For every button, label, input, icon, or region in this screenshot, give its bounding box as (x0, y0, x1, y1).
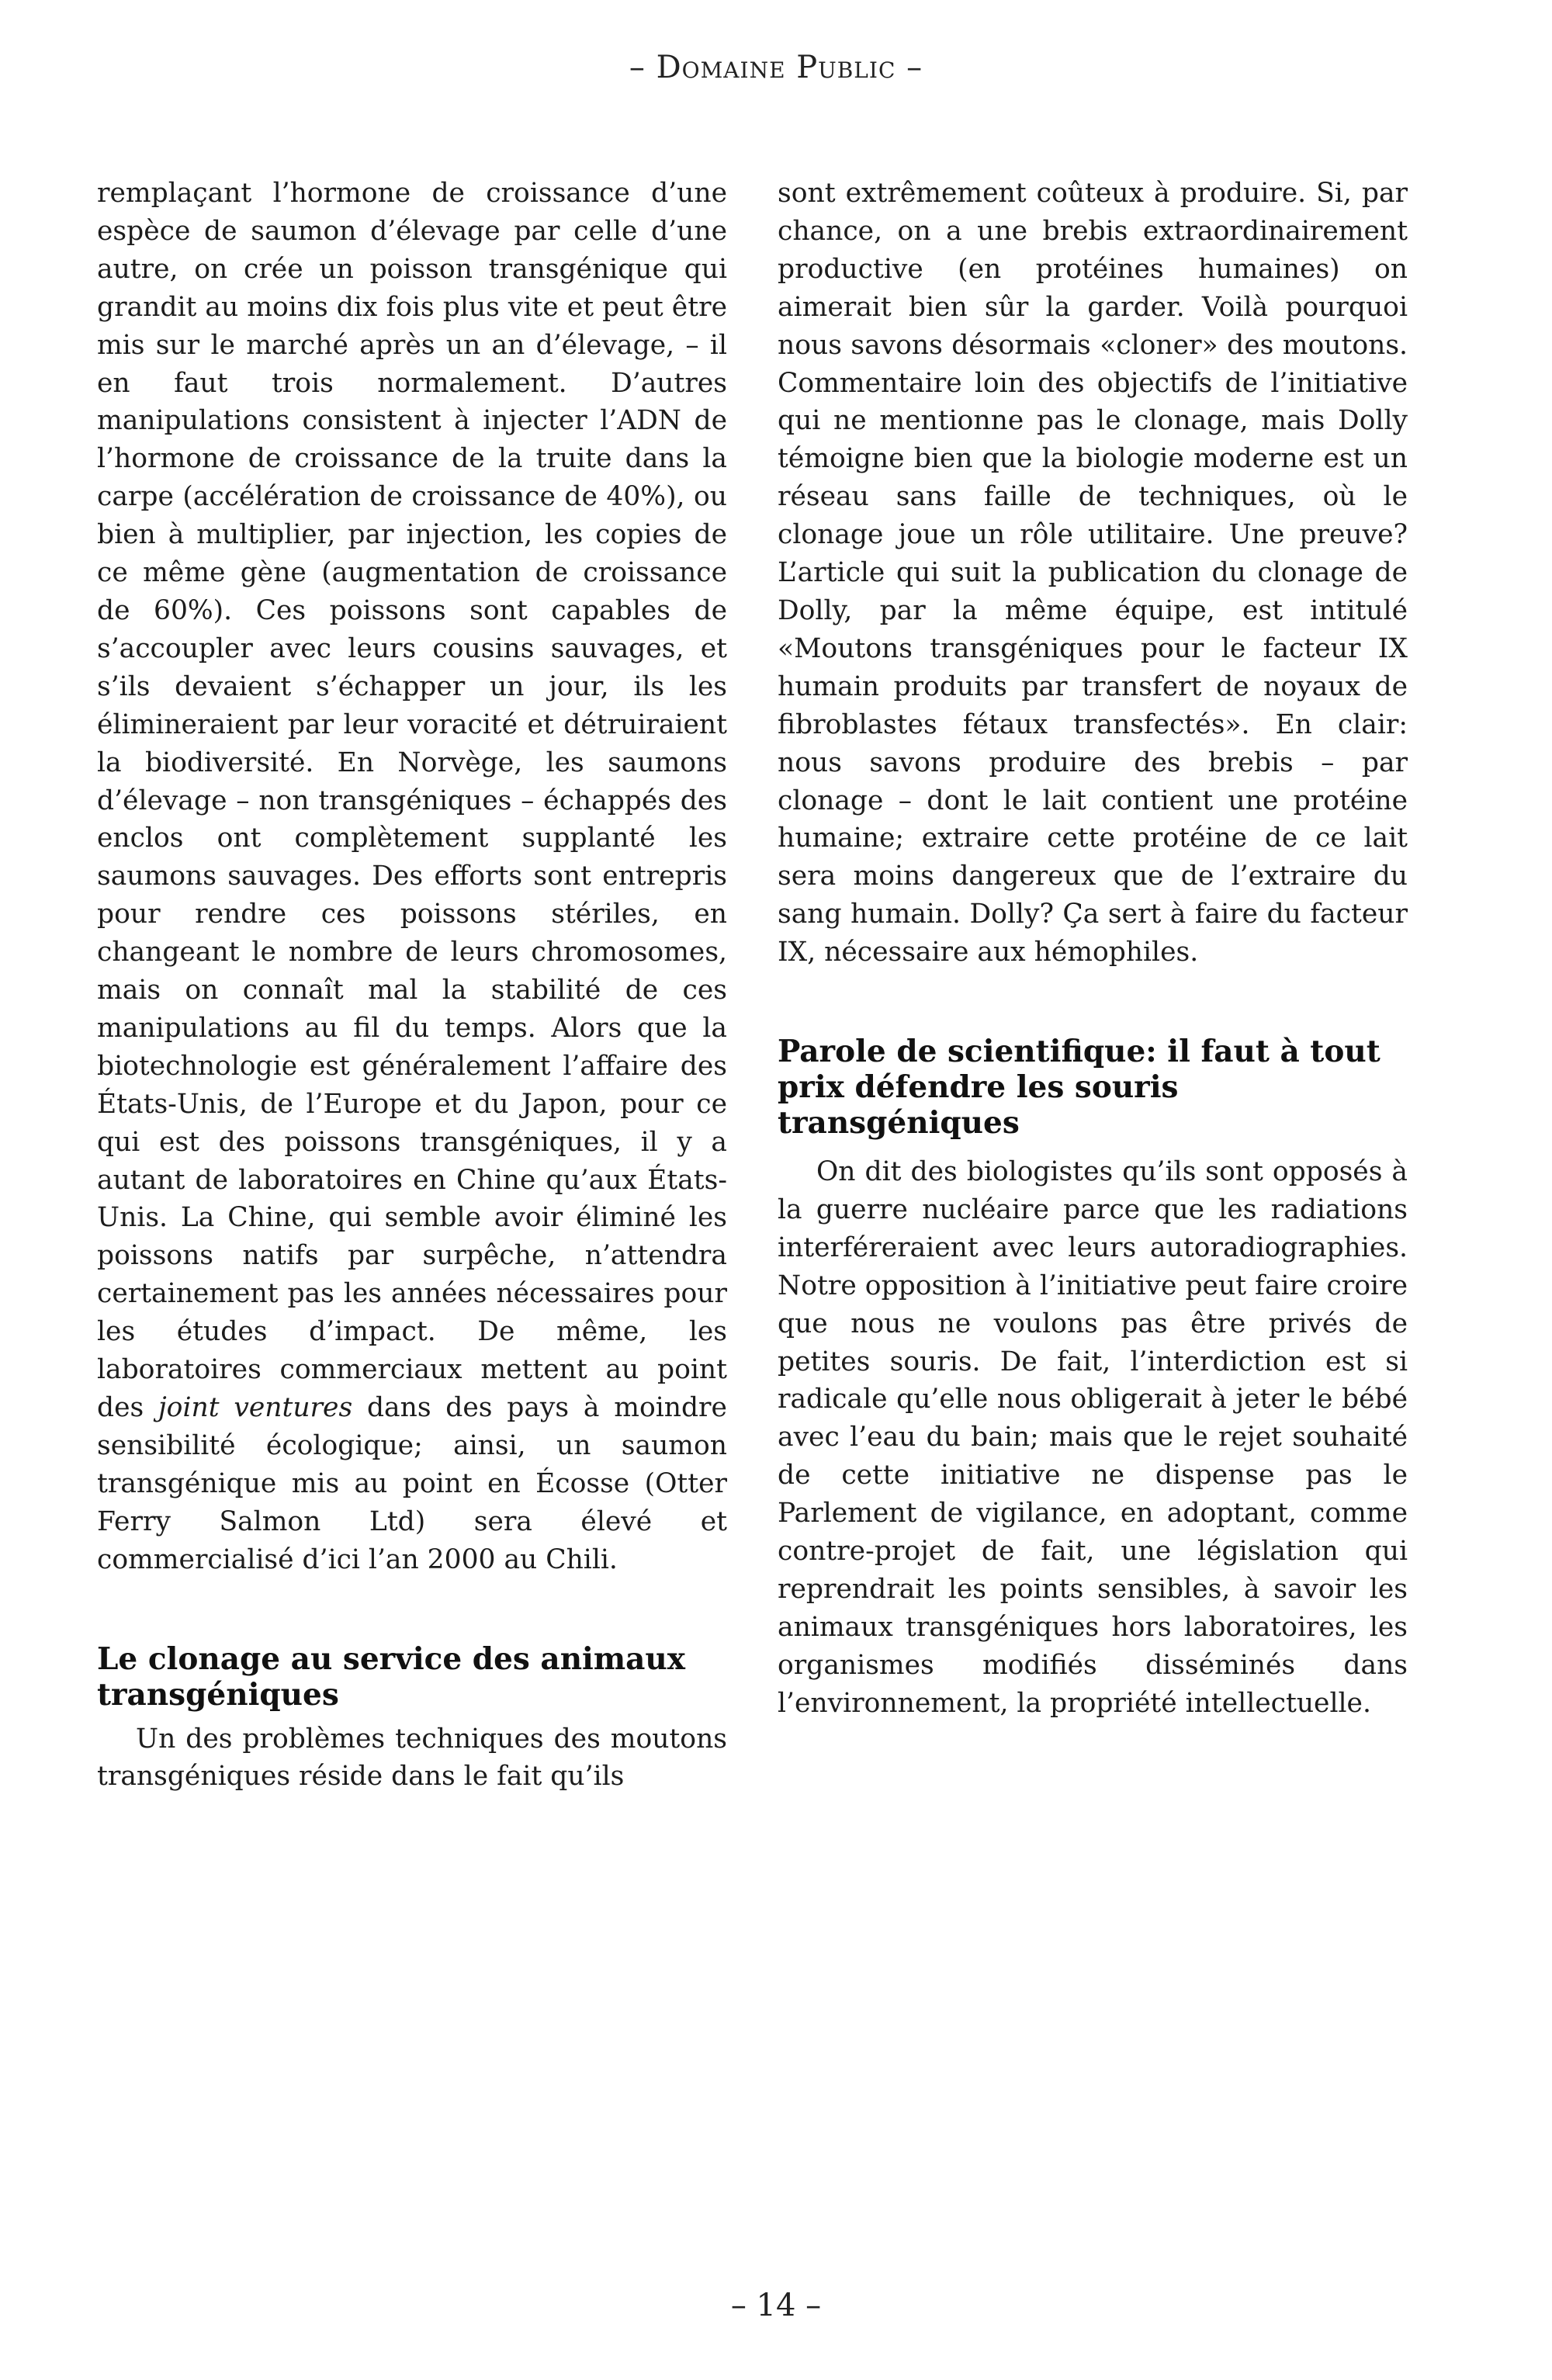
body-paragraph: sont extrêmement coûteux à produire. Si, par chance, on a une brebis extraordinairement productive (en protéines humaines) on aimerait bien sûr la garder. Voilà pourquoi nous savons désormais «cloner» des moutons. Commentaire loin des objectifs de l’initiative qui ne mentionne pas le clonage, mais Dolly témoigne bien que la biologie moderne est un réseau sans faille de techniques, où le clonage joue un rôle utilitaire. Une preuve? L’article qui suit la publication du clonage de Dolly, par la même équipe, est intitulé «Moutons transgéniques pour le facteur IX humain produits par transfert de noyaux de fibroblastes fétaux transfectés». En clair: nous savons produire des brebis – par clonage – dont le lait contient une protéine humaine; extraire cette protéine de ce lait sera moins dangereux que de l’extraire du sang humain. Dolly? Ça sert à faire du facteur IX, nécessaire aux hémophiles. (778, 178, 1408, 968)
body-paragraph: Un des problèmes techniques des moutons transgéniques réside dans le fait qu’ils (97, 1723, 727, 1793)
italic-term: joint ventures (158, 1392, 353, 1423)
right-column (778, 175, 1408, 1723)
page-number: – 14 – (730, 2288, 822, 2323)
section-heading: Parole de scientifique: il faut à tout prix défendre les souris transgéniques (778, 1034, 1381, 1141)
paragraph-text: remplaçant l’hormone de croissance d’une espèce de saumon d’élevage par celle d’une autre, on crée un poisson transgénique qui grandit au moins dix fois plus vite et peut être mis sur le marché après un an d’élevage, – il en faut trois normalement. D’autres manipulations consistent à injecter l’ADN de l’hormone de croissance de la truite dans la carpe (accélération de croissance de 40%), ou bien à multiplier, par injection, les copies de ce même gène (augmentation de croissance de 60%). Ces poissons sont capables de s’accoupler avec leurs cousins sauvages, et s’ils devaient s’échapper un jour, ils les élimineraient par leur voracité et détruiraient la biodiversité. En Norvège, les saumons d’élevage – non transgéniques – échappés des enclos ont complètement supplanté les saumons sauvages. Des efforts sont entrepris pour rendre ces poissons stériles, en changeant le nombre de leurs chromosomes, mais on connaît mal la stabilité de ces manipulations au fil du temps. Alors que la biotechnologie est généralement l’affaire des États-Unis, de l’Europe et du Japon, pour ce qui est des poissons transgéniques, il y a autant de laboratoires en Chine qu’aux États-Unis. La Chine, qui semble avoir éliminé les poissons natifs par surpêche, n’attendra certainement pas les années nécessaires pour les études d’impact. De même, les laboratoires commerciaux mettent au point des (97, 178, 727, 1423)
left-column (97, 175, 727, 1796)
running-header: – Domaine Public – (629, 50, 923, 85)
body-paragraph (97, 175, 727, 1579)
body-paragraph: On dit des biologistes qu’ils sont opposés à la guerre nucléaire parce que les radiations interféreraient avec leurs autoradiographies. Notre opposition à l’initiative peut faire croire que nous ne voulons pas être privés de petites souris. De fait, l’interdiction est si radicale qu’elle nous obligerait à jeter le bébé avec l’eau du bain; mais que le rejet souhaité de cette initiative ne dispense pas le Parlement de vigilance, en adoptant, comme contre-projet de fait, une législation qui reprendrait les points sensibles, à savoir les animaux transgéniques hors laboratoires, les organismes modifiés disséminés dans l’environnement, la propriété intellectuelle. (778, 1156, 1408, 1719)
paragraph-text: dans des pays à moindre sensibilité écologique; ainsi, un saumon transgénique mis au point en Écosse (Otter Ferry Salmon Ltd) sera élevé et commercialisé d’ici l’an 2000 au Chili. (97, 1392, 727, 1575)
section-heading: Le clonage au service des animaux transgéniques (97, 1640, 686, 1713)
